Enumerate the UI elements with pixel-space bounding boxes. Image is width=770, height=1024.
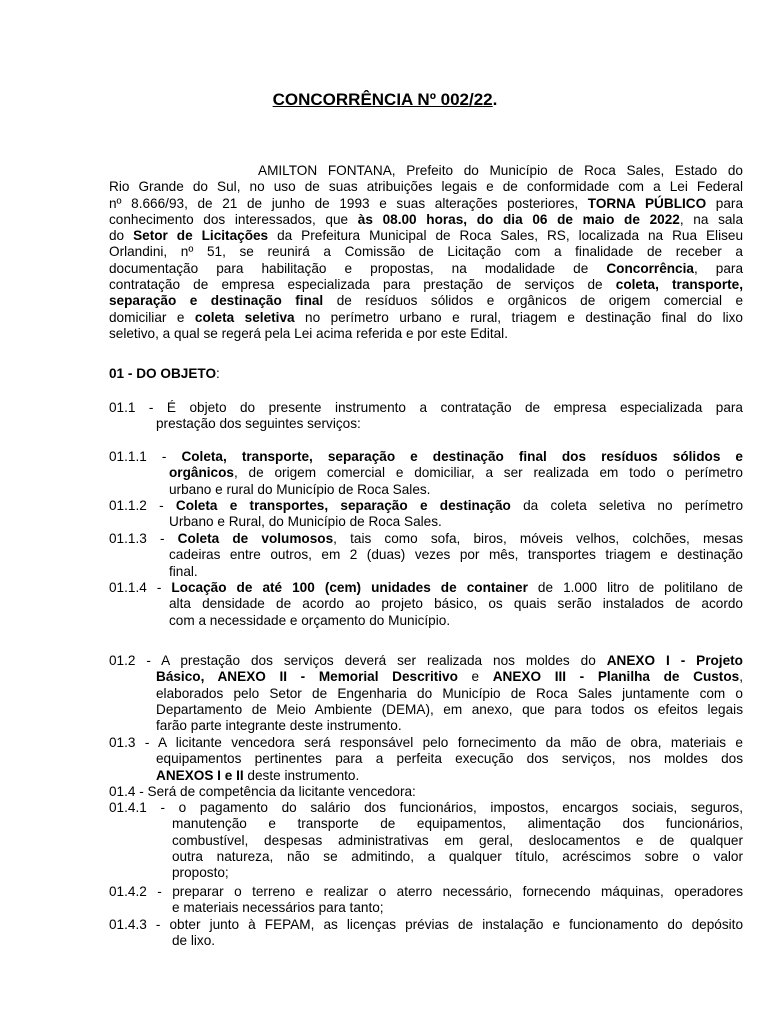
preamble-line: seletivo, a qual se regerá pela Lei acima referida e por este Edital. <box>109 325 508 341</box>
item-01-1-1: 01.1.1 - Coleta, transporte, separação e destinação final dos resíduos sólidos e orgânicos, de origem comercial e domiciliar, a ser realizada em todo o perímetro urbano e rural do Município de Roca Sales. <box>109 449 743 497</box>
preamble-line: nº 8.666/93, de 21 de junho de 1993 e suas alterações posteriores, TORNA PÚBLICO para <box>109 195 744 211</box>
preamble-line: Orlandini, nº 51, se reunirá a Comissão de Licitação com a finalidade de receber a <box>109 244 743 260</box>
item-01-3: 01.3 - A licitante vencedora será responsável pelo fornecimento da mão de obra, materiais e equipamentos pertinentes para a perfeita execução dos serviços, nos moldes dos ANEXOS I e II deste instrumento. <box>109 735 743 783</box>
preamble-line: AMILTON FONTANA, Prefeito do Município de Roca Sales, Estado do <box>258 163 743 178</box>
section-heading: 01 - DO OBJETO: <box>109 366 220 381</box>
item-01-1-3: 01.1.3 - Coleta de volumosos, tais como sofa, biros, móveis velhos, colchões, mesas cadeiras entre outros, em 2 (duas) vezes por mês, transportes triagem e destinação final. <box>109 531 743 579</box>
title-period: . <box>492 90 498 109</box>
preamble-line: domiciliar e coleta seletiva no perímetro urbano e rural, triagem e destinação final do lixo <box>109 309 743 325</box>
item-01-1: 01.1 - É objeto do presente instrumento a contratação de empresa especializada para prestação dos seguintes serviços: <box>109 400 743 432</box>
item-01-4-2: 01.4.2 - preparar o terreno e realizar o aterro necessário, fornecendo máquinas, operadores e materiais necessários para tanto; <box>109 884 744 916</box>
item-01-2: 01.2 - A prestação dos serviços deverá ser realizada nos moldes do ANEXO I - Projeto Básico, ANEXO II - Memorial Descritivo e ANEXO III - Planilha de Custos, elaborados pelo Setor de Engenharia do Município de Roca Sales juntamente com o Departamento de Meio Ambiente (DEMA), em anexo, que para todos os efeitos legais farão parte integrante deste instrumento. <box>109 653 743 734</box>
item-01-1-4: 01.1.4 - Locação de até 100 (cem) unidades de container de 1.000 litro de politilano de alta densidade de acordo ao projeto básico, os quais serão instalados de acordo com a necessidade e orçamento do Município. <box>109 580 743 628</box>
preamble-line: contratação de empresa especializada para prestação de serviços de coleta, transporte, <box>109 277 743 293</box>
preamble-line: separação e destinação final de resíduos sólidos e orgânicos de origem comercial e <box>109 293 743 309</box>
preamble-line: documentação para habilitação e propostas, na modalidade de Concorrência, para <box>109 260 744 276</box>
item-01-4-3: 01.4.3 - obter junto à FEPAM, as licenças prévias de instalação e funcionamento do depósito de lixo. <box>109 917 744 949</box>
item-01-1-2: 01.1.2 - Coleta e transportes, separação e destinação da coleta seletiva no perímetro Urbano e Rural, do Município de Roca Sales. <box>109 498 744 530</box>
preamble-line: Rio Grande do Sul, no uso de suas atribuições legais e de conformidade com a Lei Federal <box>109 179 743 195</box>
preamble-paragraph <box>109 163 743 342</box>
preamble-line: do Setor de Licitações da Prefeitura Municipal de Roca Sales, RS, localizada na Rua Eliseu <box>109 228 744 244</box>
item-01-4-1: 01.4.1 - o pagamento do salário dos funcionários, impostos, encargos sociais, seguros, manutenção e transporte de equipamentos, alimentação dos funcionários, combustível, despesas administrativas em geral, deslocamentos e de qualquer outra natureza, não se admitindo, a qualquer título, acréscimos sobre o valor proposto; <box>109 800 744 881</box>
document-title <box>0 90 770 110</box>
item-01-4: 01.4 - Será de competência da licitante vencedora: <box>109 784 416 799</box>
title-text: CONCORRÊNCIA Nº 002/22 <box>272 90 493 109</box>
preamble-line: conhecimento dos interessados, que às 08.00 horas, do dia 06 de maio de 2022, na sala <box>109 211 744 227</box>
